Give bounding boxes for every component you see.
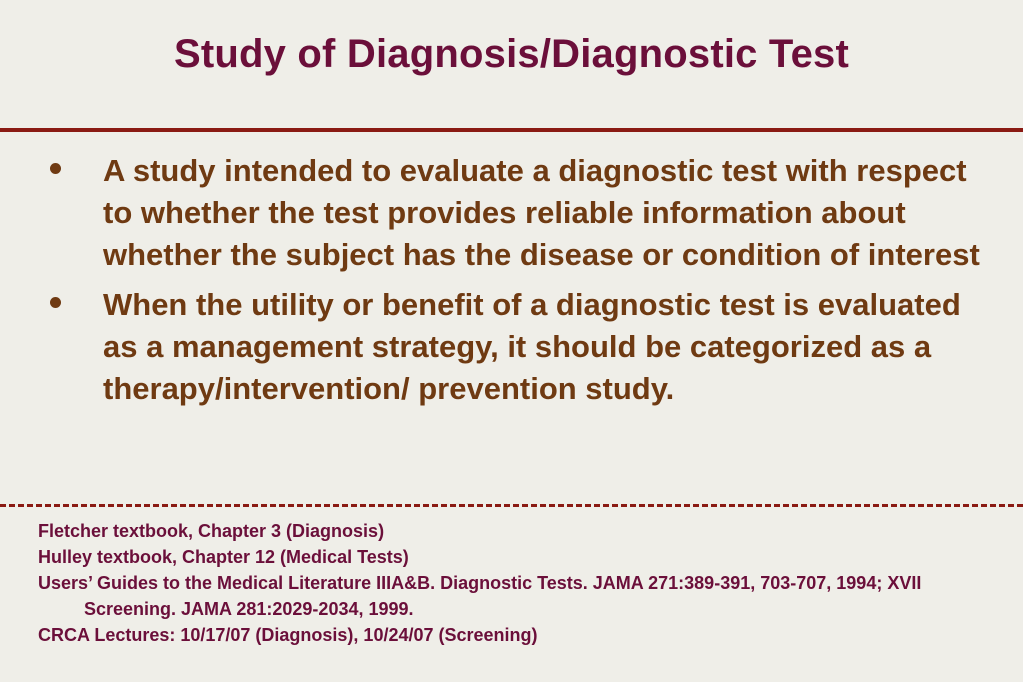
bullet-item (0, 284, 1023, 410)
reference-list (38, 518, 998, 648)
reference-item: Fletcher textbook, Chapter 3 (Diagnosis) (38, 521, 385, 541)
bullet-item (0, 150, 1023, 276)
bullet-dot-icon (50, 297, 61, 308)
reference-item: Users’ Guides to the Medical Literature IIIA&B. Diagnostic Tests. JAMA 271:389-391, 703-707, 1994; XVII Screening. JAMA 281:2029-2034, 1999. (38, 573, 922, 619)
title-divider (0, 128, 1023, 132)
references-divider (0, 504, 1023, 507)
reference-item: CRCA Lectures: 10/17/07 (Diagnosis), 10/24/07 (Screening) (38, 625, 538, 645)
reference-item: Hulley textbook, Chapter 12 (Medical Tests) (38, 547, 409, 567)
bullet-list (0, 150, 1023, 418)
bullet-dot-icon (50, 163, 61, 174)
slide-title: Study of Diagnosis/Diagnostic Test (173, 32, 850, 76)
bullet-text: A study intended to evaluate a diagnostic test with respect to whether the test provides reliable information about whether the subject has the disease or condition of interest (103, 153, 980, 272)
bullet-text: When the utility or benefit of a diagnostic test is evaluated as a management strategy, it should be categorized as a therapy/intervention/ prevention study. (103, 287, 961, 406)
